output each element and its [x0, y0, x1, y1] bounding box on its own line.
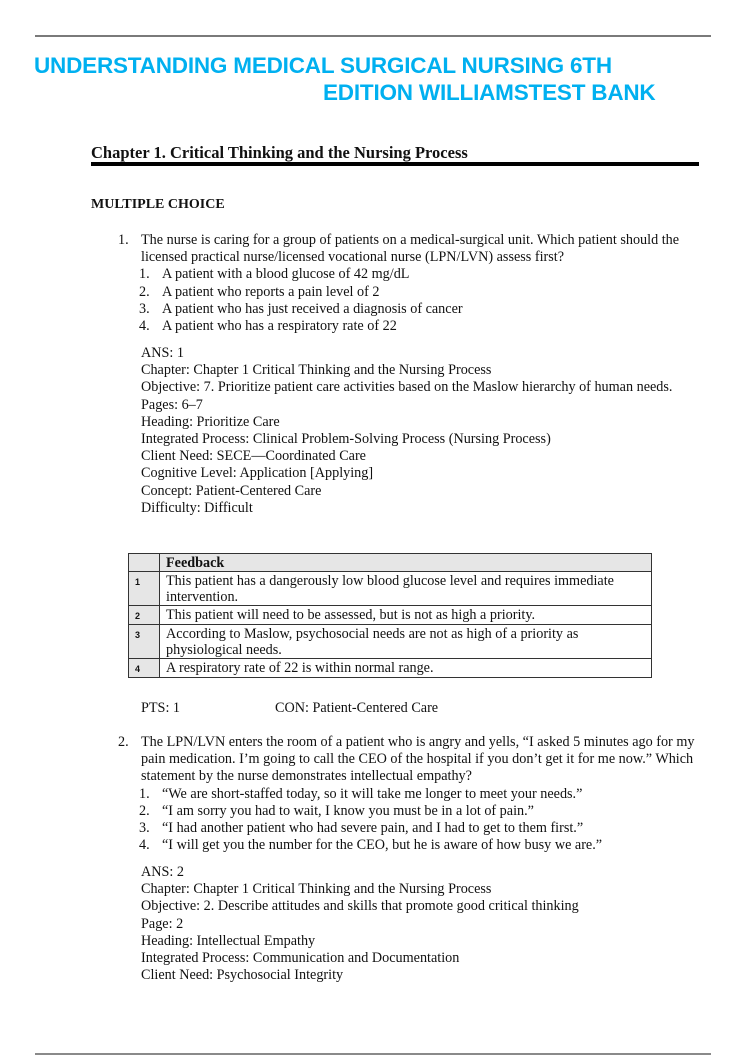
option-number: 2. [139, 283, 150, 300]
top-divider [35, 35, 711, 37]
option-number: 1. [139, 266, 150, 283]
meta-concept: Concept: Patient-Centered Care [141, 482, 322, 499]
feedback-row-number: 1 [129, 572, 160, 606]
meta-heading: Heading: Prioritize Care [141, 413, 280, 430]
option-text: A patient who has a respiratory rate of 22 [162, 318, 397, 335]
feedback-row [129, 606, 652, 625]
section-title: MULTIPLE CHOICE [91, 197, 225, 212]
feedback-row-text: This patient has a dangerously low blood glucose level and requires immediate intervention. [160, 572, 652, 606]
option-number: 4. [139, 318, 150, 335]
answer-option [118, 803, 698, 820]
option-text: “I had another patient who had severe pain, and I had to get to them first.” [162, 820, 584, 837]
option-number: 1. [139, 785, 150, 802]
answer-options [118, 786, 698, 855]
feedback-row-text: A respiratory rate of 22 is within normal range. [160, 659, 652, 678]
answer-key: ANS: 2 [141, 864, 184, 880]
option-text: A patient with a blood glucose of 42 mg/dL [162, 266, 410, 283]
option-number: 2. [139, 802, 150, 819]
feedback-row-number: 2 [129, 606, 160, 625]
concept-value: CON: Patient-Centered Care [275, 700, 439, 716]
document-banner [34, 52, 694, 106]
question-2 [118, 734, 698, 854]
banner-line-1: UNDERSTANDING MEDICAL SURGICAL NURSING 6TH [34, 53, 612, 78]
meta-heading: Heading: Intellectual Empathy [141, 932, 316, 949]
answer-option [118, 284, 698, 301]
feedback-row-number: 3 [129, 625, 160, 659]
feedback-row-number: 4 [129, 659, 160, 678]
meta-chapter: Chapter: Chapter 1 Critical Thinking and the Nursing Process [141, 362, 492, 379]
answer-option [118, 786, 698, 803]
meta-chapter: Chapter: Chapter 1 Critical Thinking and the Nursing Process [141, 881, 492, 898]
feedback-header-blank [129, 554, 160, 572]
chapter-underline [91, 162, 699, 166]
points-line [141, 700, 439, 717]
answer-option [118, 318, 698, 335]
answer-option [118, 820, 698, 837]
option-text: A patient who has just received a diagnosis of cancer [162, 300, 463, 317]
answer-key: ANS: 1 [141, 345, 184, 361]
meta-integrated-process: Integrated Process: Clinical Problem-Solving Process (Nursing Process) [141, 431, 551, 448]
meta-objective: Objective: 2. Describe attitudes and skills that promote good critical thinking [141, 898, 579, 915]
feedback-row-text: According to Maslow, psychosocial needs are not as high of a priority as physiological needs. [160, 625, 652, 659]
question-stem: The nurse is caring for a group of patients on a medical-surgical unit. Which patient should the licensed practical nurse/licensed vocational nurse (LPN/LVN) assess first? [141, 232, 680, 266]
answer-options [118, 266, 698, 335]
option-text: “I am sorry you had to wait, I know you must be in a lot of pain.” [162, 802, 534, 819]
meta-integrated-process: Integrated Process: Communication and Documentation [141, 950, 460, 967]
option-number: 4. [139, 837, 150, 854]
meta-objective: Objective: 7. Prioritize patient care activities based on the Maslow hierarchy of human needs. [141, 379, 673, 396]
question-1-metadata [141, 345, 701, 517]
points-value: PTS: 1 [141, 700, 181, 716]
question-number: 1. [118, 232, 129, 248]
meta-page: Page: 2 [141, 915, 184, 932]
option-text: “We are short-staffed today, so it will take me longer to meet your needs.” [162, 785, 583, 802]
feedback-header-row [129, 554, 652, 572]
option-text: A patient who reports a pain level of 2 [162, 283, 380, 300]
feedback-header: Feedback [160, 554, 652, 572]
banner-line-2: EDITION WILLIAMSTEST BANK [323, 80, 656, 105]
meta-difficulty: Difficulty: Difficult [141, 499, 253, 516]
answer-option [118, 301, 698, 318]
answer-option [118, 266, 698, 283]
question-stem: The LPN/LVN enters the room of a patient who is angry and yells, “I asked 5 minutes ago for my pain medication. I’m going to call the CEO of the hospital if you don’t get it for me now.” Which statement by the nurse demonstrates intellectual empathy? [141, 734, 695, 785]
meta-cognitive-level: Cognitive Level: Application [Applying] [141, 465, 374, 482]
meta-pages: Pages: 6–7 [141, 396, 203, 413]
feedback-table [128, 553, 652, 678]
meta-client-need: Client Need: Psychosocial Integrity [141, 967, 344, 984]
option-number: 3. [139, 300, 150, 317]
question-number: 2. [118, 734, 129, 750]
meta-client-need: Client Need: SECE—Coordinated Care [141, 448, 366, 465]
feedback-row-text: This patient will need to be assessed, but is not as high a priority. [160, 606, 652, 625]
feedback-row [129, 625, 652, 659]
feedback-row [129, 572, 652, 606]
chapter-title: Chapter 1. Critical Thinking and the Nursing Process [91, 143, 468, 162]
option-text: “I will get you the number for the CEO, but he is aware of how busy we are.” [162, 837, 603, 854]
question-2-metadata [141, 864, 701, 984]
question-1 [118, 232, 698, 335]
answer-option [118, 837, 698, 854]
option-number: 3. [139, 820, 150, 837]
feedback-row [129, 659, 652, 678]
